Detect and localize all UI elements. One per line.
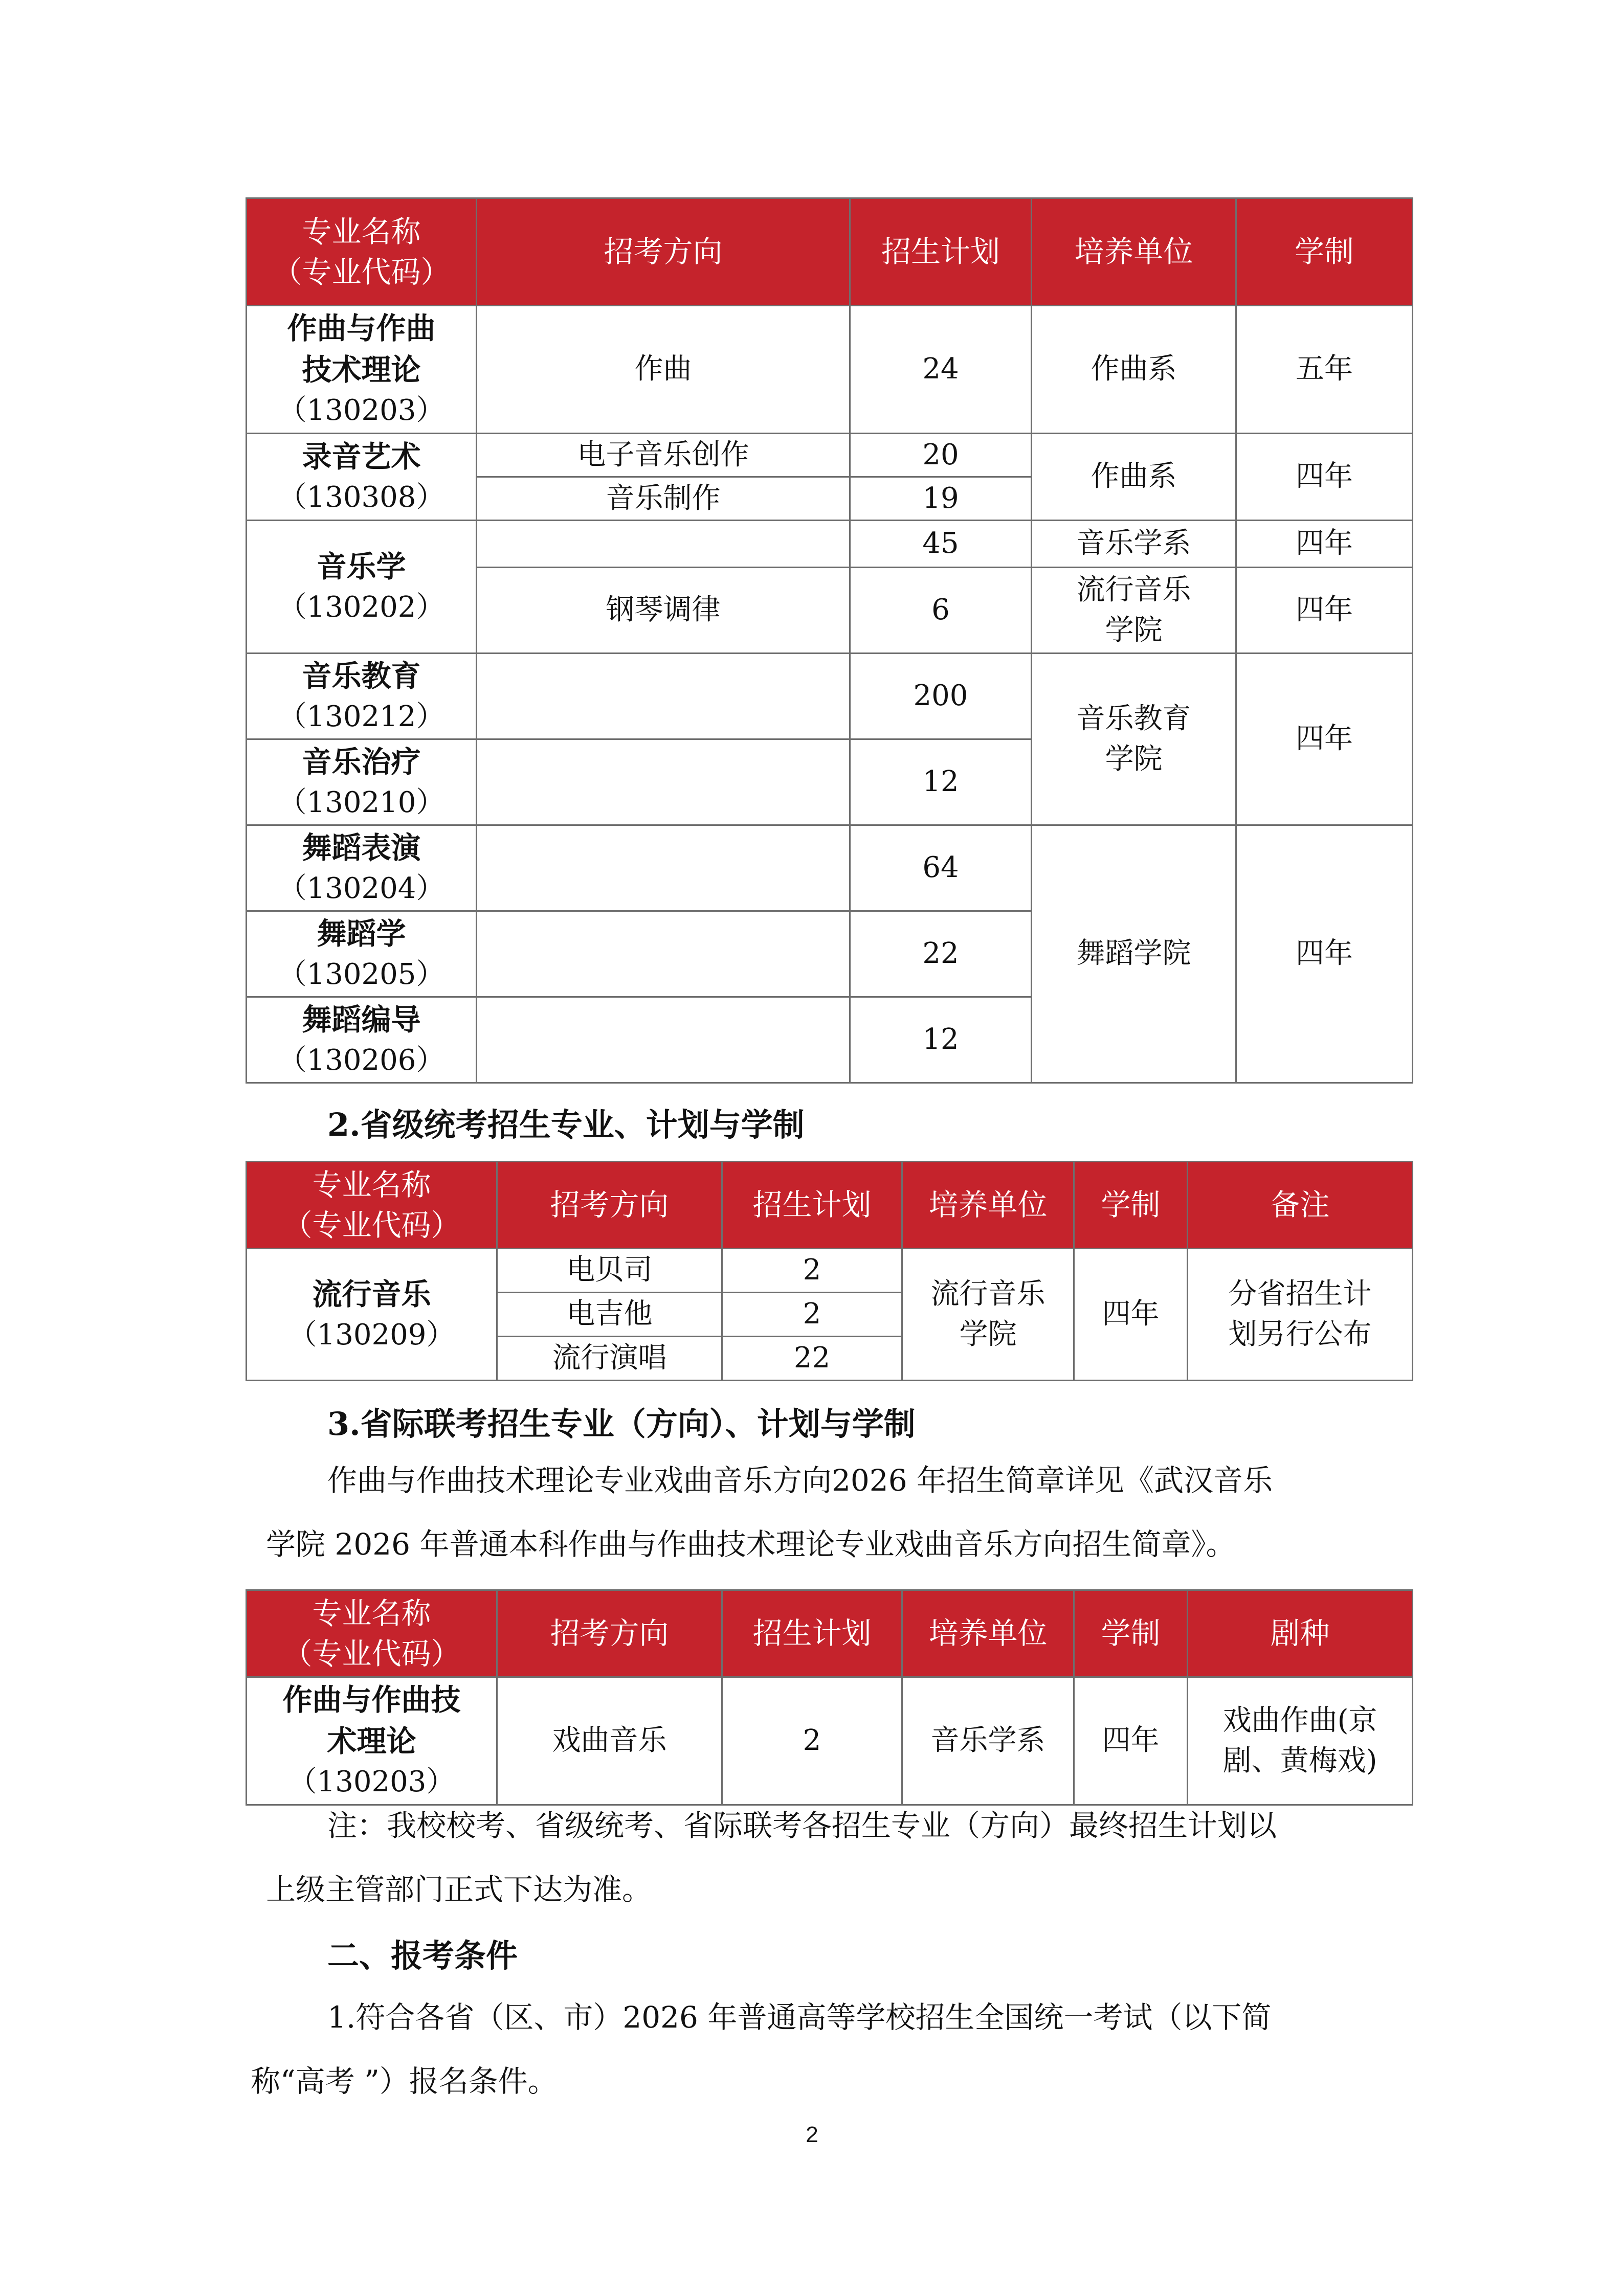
header-duration: 学制: [1074, 1162, 1188, 1249]
condition-1-line1: 1.符合各省（区、市）2026 年普通高等学校招生全国统一考试（以下简: [327, 2000, 1272, 2035]
direction-cell: 作曲: [477, 306, 850, 434]
admission-table-provincial-exam: [246, 1161, 1413, 1381]
major-code: （130204）: [278, 871, 445, 905]
plan-cell: 200: [850, 654, 1032, 739]
plan-cell: 12: [850, 997, 1032, 1083]
major-name: 流行音乐: [312, 1276, 431, 1312]
major-name: 音乐教育: [302, 658, 421, 693]
condition-1-line2: 称“高考 ”）报名条件。: [251, 2064, 558, 2099]
major-code: （130212）: [278, 700, 445, 733]
plan-cell: 22: [850, 911, 1032, 997]
duration-cell: 五年: [1236, 306, 1413, 434]
unit-cell: 流行音乐 学院: [1032, 568, 1236, 654]
unit-cell: 音乐学系: [1032, 521, 1236, 568]
major-cell: [247, 434, 477, 521]
table-row: [247, 1249, 1413, 1293]
unit-cell: 流行音乐 学院: [902, 1249, 1074, 1381]
table-row: [247, 825, 1413, 911]
table-row: [247, 306, 1413, 434]
direction-cell: [477, 997, 850, 1083]
plan-cell: 6: [850, 568, 1032, 654]
major-cell: [247, 1249, 497, 1381]
table-row: [247, 654, 1413, 739]
direction-cell: 电吉他: [497, 1293, 722, 1337]
section-two-title: 二、报考条件: [327, 1937, 518, 1974]
duration-cell: 四年: [1236, 434, 1413, 521]
table-row: [247, 434, 1413, 477]
direction-cell: 流行演唱: [497, 1337, 722, 1381]
plan-cell: 2: [722, 1249, 902, 1293]
table-row: [247, 1677, 1413, 1805]
unit-cell: 音乐教育 学院: [1032, 654, 1236, 825]
major-code: （130209）: [288, 1318, 455, 1352]
major-code: （130308）: [278, 480, 445, 514]
plan-cell: 45: [850, 521, 1032, 568]
note-line2: 上级主管部门正式下达为准。: [266, 1872, 652, 1907]
header-plan: 招生计划: [722, 1590, 902, 1677]
header-major: 专业名称 （专业代码）: [247, 1590, 497, 1677]
genre-cell: 戏曲作曲(京 剧、黄梅戏): [1188, 1677, 1413, 1805]
major-cell: [247, 911, 477, 997]
duration-cell: 四年: [1236, 568, 1413, 654]
major-cell: [247, 306, 477, 434]
duration-cell: 四年: [1074, 1677, 1188, 1805]
major-cell: [247, 997, 477, 1083]
direction-cell: [477, 654, 850, 739]
note-line1: 注：我校校考、省级统考、省际联考各招生专业（方向）最终招生计划以: [327, 1808, 1277, 1843]
plan-cell: 2: [722, 1293, 902, 1337]
direction-cell: [477, 521, 850, 568]
major-cell: [247, 654, 477, 739]
major-code: （130210）: [278, 785, 445, 819]
unit-cell: 音乐学系: [902, 1677, 1074, 1805]
header-unit: 培养单位: [902, 1162, 1074, 1249]
major-name: 音乐学: [317, 549, 406, 584]
note-cell: 分省招生计 划另行公布: [1188, 1249, 1413, 1381]
duration-cell: 四年: [1236, 825, 1413, 1083]
unit-cell: 作曲系: [1032, 306, 1236, 434]
header-direction: 招考方向: [497, 1162, 722, 1249]
plan-cell: 22: [722, 1337, 902, 1381]
direction-cell: 音乐制作: [477, 477, 850, 521]
direction-cell: [477, 825, 850, 911]
header-genre: 剧种: [1188, 1590, 1413, 1677]
admission-table-school-exam: [246, 197, 1413, 1084]
unit-cell: 作曲系: [1032, 434, 1236, 521]
major-name: 舞蹈学: [317, 916, 406, 951]
table-row: [247, 521, 1413, 568]
table-header-row: [247, 198, 1413, 306]
major-code: （130202）: [278, 590, 445, 624]
major-name: 舞蹈表演: [302, 830, 421, 865]
table-header-row: [247, 1162, 1413, 1249]
major-code: （130205）: [278, 957, 445, 991]
header-plan: 招生计划: [722, 1162, 902, 1249]
plan-cell: 2: [722, 1677, 902, 1805]
direction-cell: [477, 739, 850, 825]
section-2-title: 2.省级统考招生专业、计划与学制: [327, 1106, 805, 1143]
header-major: 专业名称 （专业代码）: [247, 1162, 497, 1249]
direction-cell: [477, 911, 850, 997]
direction-cell: 钢琴调律: [477, 568, 850, 654]
header-unit: 培养单位: [1032, 198, 1236, 306]
major-name: 音乐治疗: [302, 744, 421, 779]
table-header-row: [247, 1590, 1413, 1677]
page-number: 2: [806, 2122, 818, 2147]
section-3-paragraph-line1: 作曲与作曲技术理论专业戏曲音乐方向2026 年招生简章详见《武汉音乐: [327, 1463, 1273, 1498]
major-name: 作曲与作曲 技术理论: [287, 311, 436, 388]
header-direction: 招考方向: [477, 198, 850, 306]
header-note: 备注: [1188, 1162, 1413, 1249]
unit-cell: 舞蹈学院: [1032, 825, 1236, 1083]
major-name: 录音艺术: [302, 439, 421, 474]
major-name: 作曲与作曲技 术理论: [282, 1682, 461, 1759]
major-name: 舞蹈编导: [302, 1002, 421, 1037]
major-cell: [247, 1677, 497, 1805]
header-major: 专业名称 （专业代码）: [247, 198, 477, 306]
direction-cell: 戏曲音乐: [497, 1677, 722, 1805]
direction-cell: 电子音乐创作: [477, 434, 850, 477]
section-3-paragraph-line2: 学院 2026 年普通本科作曲与作曲技术理论专业戏曲音乐方向招生简章》。: [266, 1527, 1236, 1562]
header-plan: 招生计划: [850, 198, 1032, 306]
duration-cell: 四年: [1074, 1249, 1188, 1381]
section-3-title: 3.省际联考招生专业（方向）、计划与学制: [327, 1405, 916, 1443]
major-cell: [247, 521, 477, 654]
header-duration: 学制: [1074, 1590, 1188, 1677]
header-duration: 学制: [1236, 198, 1413, 306]
major-code: （130203）: [278, 394, 445, 427]
direction-cell: 电贝司: [497, 1249, 722, 1293]
plan-cell: 19: [850, 477, 1032, 521]
major-cell: [247, 739, 477, 825]
major-code: （130206）: [278, 1043, 445, 1077]
header-unit: 培养单位: [902, 1590, 1074, 1677]
plan-cell: 24: [850, 306, 1032, 434]
plan-cell: 20: [850, 434, 1032, 477]
duration-cell: 四年: [1236, 654, 1413, 825]
major-cell: [247, 825, 477, 911]
major-code: （130203）: [288, 1765, 455, 1799]
header-direction: 招考方向: [497, 1590, 722, 1677]
plan-cell: 64: [850, 825, 1032, 911]
duration-cell: 四年: [1236, 521, 1413, 568]
plan-cell: 12: [850, 739, 1032, 825]
admission-table-interprovincial-exam: [246, 1589, 1413, 1806]
